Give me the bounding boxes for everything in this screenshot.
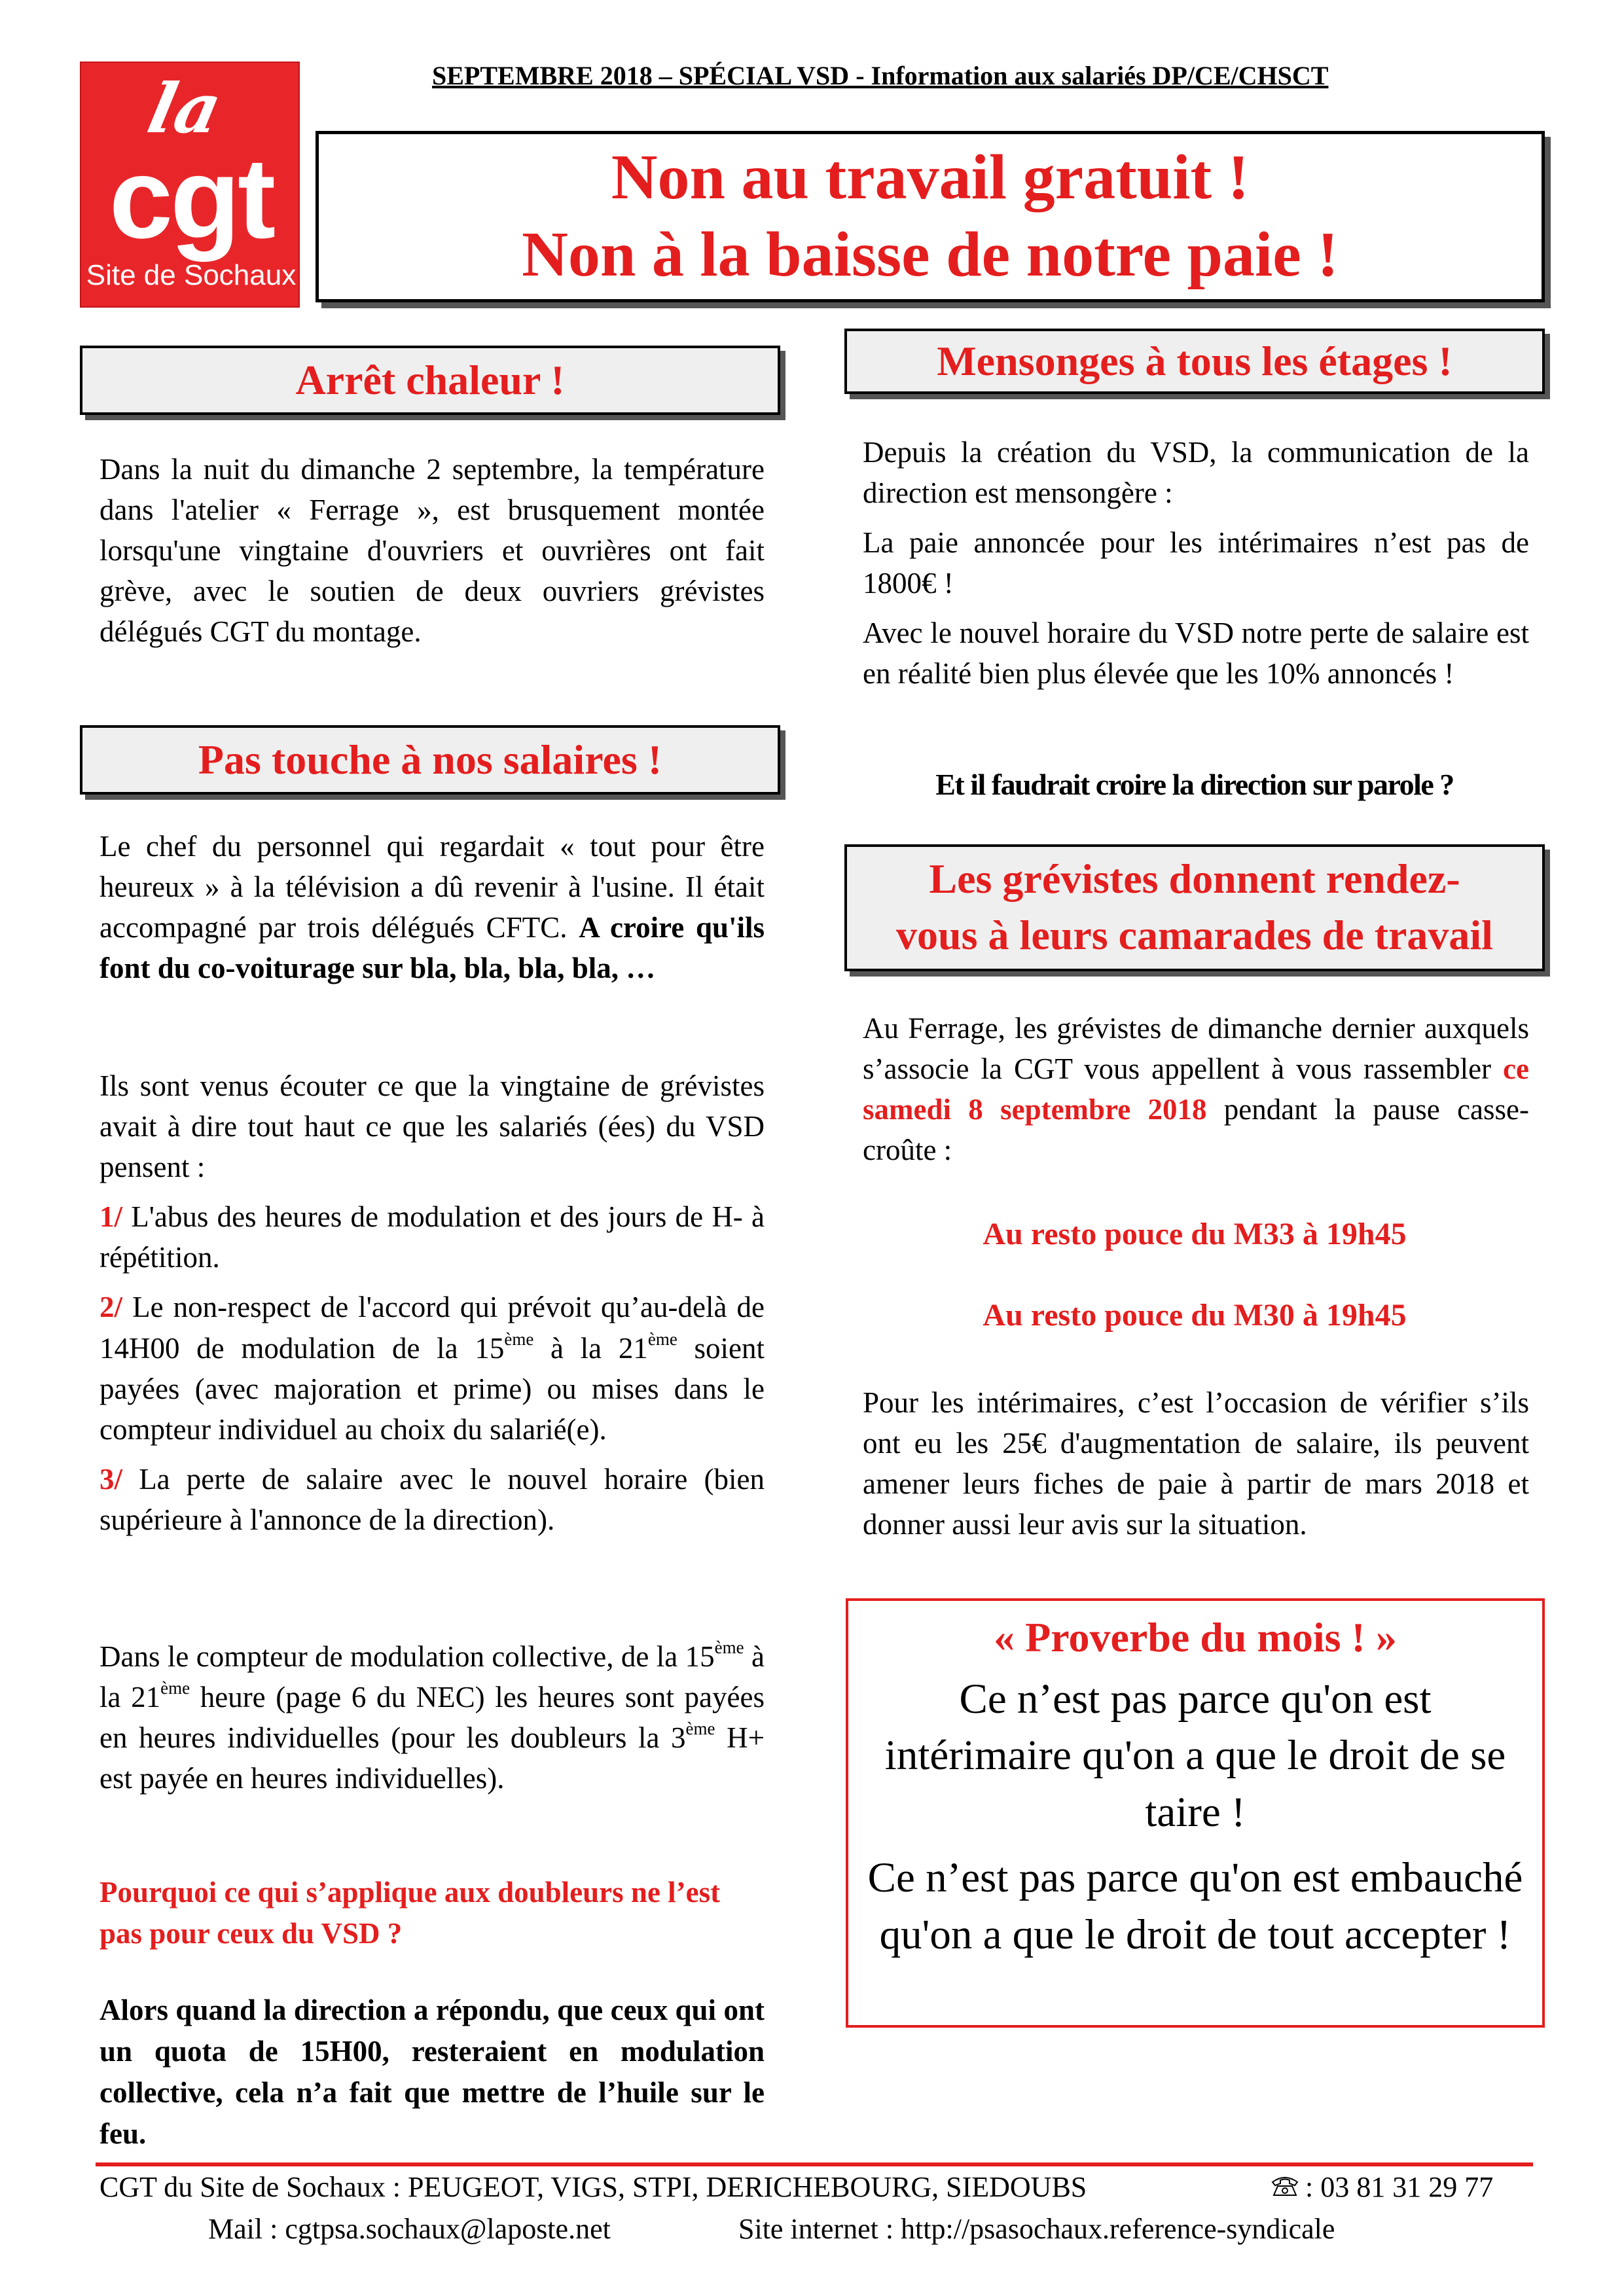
footer-divider xyxy=(96,2162,1533,2166)
proverbe-box xyxy=(846,1598,1545,2028)
proverbe-title: « Proverbe du mois ! » xyxy=(994,1614,1397,1660)
ils-block xyxy=(99,1066,765,1540)
logo-cgt: cgt xyxy=(109,135,274,262)
item-number: 3/ xyxy=(99,1462,123,1496)
list-item-1 xyxy=(99,1196,765,1278)
chef-text: Le chef du personnel qui regardait « tout pour être heureux » à la télévision a dû revenir à l'usine. Il était accompagné par trois délégués CFTC. xyxy=(99,830,765,944)
mensonges-paragraph-2: La paie annoncée pour les intérimaires n’est pas de 1800€ ! xyxy=(863,526,1529,600)
text: Au Ferrage, les grévistes de dimanche dernier auxquels s’associe la CGT vous appellent à vous rassembler xyxy=(863,1012,1529,1086)
section-title-mensonges: Mensonges à tous les étages ! xyxy=(844,329,1545,394)
mensonges-block xyxy=(863,432,1529,694)
text: H+ est payée en heures individuelles). xyxy=(99,1721,765,1795)
cgt-logo xyxy=(80,62,300,308)
phone-icon xyxy=(1270,2170,1305,2204)
arret-paragraph: Dans la nuit du dimanche 2 septembre, la température dans l'atelier « Ferrage », est brusquement montée lorsqu'une vingtaine d'ouvriers et ouvrières ont fait grève, avec le soutien de deux ouvriers grévistes délégués CGT du montage. xyxy=(99,453,765,649)
compteur-paragraph xyxy=(99,1636,765,1799)
alors-paragraph: Alors quand la direction a répondu, que ceux qui ont un quota de 15H00, resteraient en modulation collective, cela n’a fait que mettre de l’huile sur le feu. xyxy=(99,1994,765,2150)
footer-mail: Mail : cgtpsa.sochaux@laposte.net xyxy=(208,2213,611,2245)
resto-m30: Au resto pouce du M30 à 19h45 xyxy=(983,1298,1407,1333)
grevistes-title-line-1: Les grévistes donnent rendez- xyxy=(929,855,1460,902)
proverbe-line-1: Ce n’est pas parce qu'on est intérimaire qu'on a que le droit de se taire ! xyxy=(884,1675,1506,1836)
mensonges-paragraph-3: Avec le nouvel horaire du VSD notre perte de salaire est en réalité bien plus élevée que les 10% annoncés ! xyxy=(863,617,1529,691)
mensonges-paragraph-1: Depuis la création du VSD, la communication de la direction est mensongère : xyxy=(863,436,1529,510)
item-text: à la 21 xyxy=(533,1331,648,1365)
item-text: soient payées (avec majoration et prime) ou mises dans le compteur individuel au choix du salarié(e). xyxy=(99,1331,765,1446)
list-item-2 xyxy=(99,1287,765,1449)
text: heure (page 6 du NEC) les heures sont payées en heures individuelles (pour les doubleurs la 3 xyxy=(99,1681,765,1755)
grevistes-title-line-2: vous à leurs camarades de travail xyxy=(896,912,1493,958)
main-title-box xyxy=(316,131,1545,302)
text: pendant la pause casse-croûte : xyxy=(863,1093,1530,1167)
proverbe-line-2: Ce n’est pas parce qu'on est embauché qu'on a que le droit de tout accepter ! xyxy=(867,1854,1523,1958)
footer-sites: CGT du Site de Sochaux : PEUGEOT, VIGS, STPI, DERICHEBOURG, SIEDOUBS xyxy=(99,2171,1087,2203)
text: Dans le compteur de modulation collective, de la 15 xyxy=(99,1640,715,1673)
croire-question: Et il faudrait croire la direction sur parole ? xyxy=(935,768,1454,801)
ils-paragraph: Ils sont venus écouter ce que la vingtaine de grévistes avait à dire tout haut ce que les salariés (ées) du VSD pensent : xyxy=(99,1069,765,1184)
main-title-line-1: Non au travail gratuit ! xyxy=(611,142,1250,213)
chef-bold-text: A croire qu'ils font du co-voiturage sur bla, bla, bla, bla, … xyxy=(99,911,765,985)
header-topline: SEPTEMBRE 2018 – SPÉCIAL VSD - Information aux salariés DP/CE/CHSCT xyxy=(432,61,1329,90)
superscript: ème xyxy=(714,1637,744,1657)
section-title-salaires: Pas touche à nos salaires ! xyxy=(80,725,780,795)
chef-paragraph xyxy=(99,826,765,988)
footer-website: Site internet : http://psasochaux.reference-syndicale xyxy=(738,2213,1335,2245)
resto-m33: Au resto pouce du M33 à 19h45 xyxy=(983,1217,1407,1251)
interimaires-paragraph: Pour les intérimaires, c’est l’occasion de vérifier s’ils ont eu les 25€ d'augmentation de salaire, ils peuvent amener leurs fiches de paie à partir de mars 2018 et donner aussi leur avis sur la situation. xyxy=(863,1386,1529,1541)
section-title-arret: Arrêt chaleur ! xyxy=(80,346,780,415)
superscript: ème xyxy=(685,1718,715,1738)
superscript: ème xyxy=(160,1677,190,1698)
logo-la: la xyxy=(141,68,228,149)
item-text: La perte de salaire avec le nouvel horaire (bien supérieure à l'annonce de la direction). xyxy=(99,1462,765,1536)
footer-phone xyxy=(1270,2170,1493,2204)
item-number: 2/ xyxy=(99,1291,123,1324)
text: à la 21 xyxy=(99,1640,765,1714)
item-text: Le non-respect de l'accord qui prévoit qu’au-delà de 14H00 de modulation de la 15 xyxy=(99,1291,765,1365)
rassemblement-date: ce samedi 8 septembre 2018 xyxy=(863,1052,1529,1126)
logo-site: Site de Sochaux xyxy=(86,259,297,291)
item-text: L'abus des heures de modulation et des jours de H- à répétition. xyxy=(99,1200,765,1274)
pourquoi-question: Pourquoi ce qui s’applique aux doubleurs ne l’est pas pour ceux du VSD ? xyxy=(99,1876,721,1950)
ferrage-paragraph xyxy=(863,1008,1529,1170)
phone-number: : 03 81 31 29 77 xyxy=(1305,2171,1494,2203)
main-title-line-2: Non à la baisse de notre paie ! xyxy=(522,219,1339,290)
superscript: ème xyxy=(647,1329,677,1349)
superscript: ème xyxy=(504,1329,534,1349)
list-item-3 xyxy=(99,1459,765,1540)
item-number: 1/ xyxy=(99,1200,123,1234)
section-title-grevistes xyxy=(844,844,1545,971)
